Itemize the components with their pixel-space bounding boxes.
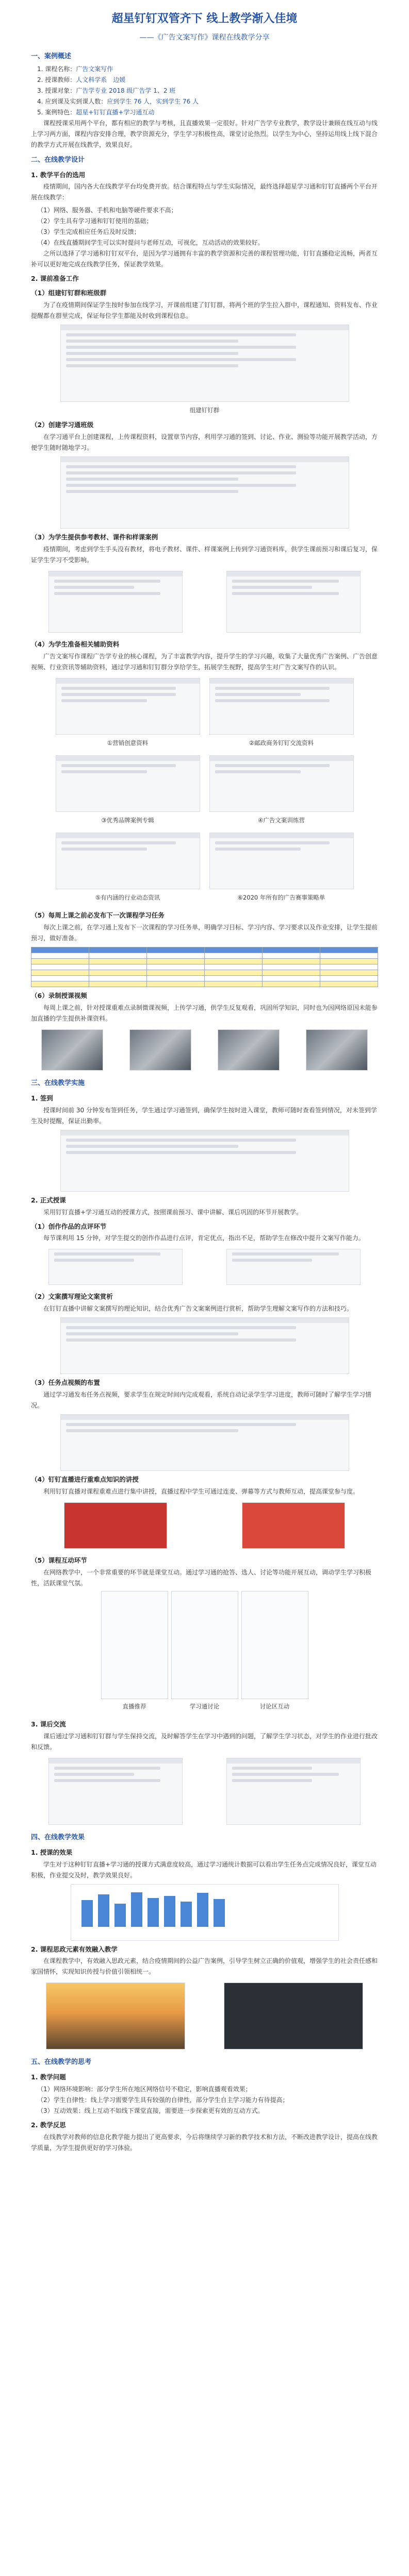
paragraph: 课后通过学习通和钉钉群与学生保持交流，及时解答学生在学习中遇到的问题，了解学生学习状态，对学生的作业进行批改和反馈。: [31, 1732, 378, 1751]
video-thumbnail: [41, 1029, 103, 1071]
overview-item: 3. 授课对象：广告学专业 2018 级广告学 1、2 班: [37, 87, 176, 94]
paragraph: 为了在疫情期间保证学生按时参加在线学习，开课前组建了钉钉群，将两个班的学生拉入群中，课程通知、资料发布、作业提醒都在群里完成，保证每位学生都能及时收到课程信息。: [31, 301, 378, 320]
video-thumbnail: [129, 1029, 191, 1071]
paragraph: 疫情期间，国内各大在线教学平台均免费开放。结合课程特点与学生实际情况，最终选择超星学习通和钉钉直播两个平台开展在线教学：: [31, 183, 378, 201]
lecture-screenshot: [60, 1317, 349, 1374]
overview-item: 4. 应到课及实到课人数：应到学生 76 人，实到学生 76 人: [37, 97, 199, 105]
review-screenshot: [48, 1249, 183, 1285]
materials-screenshot: [48, 571, 183, 633]
subheading: 2. 教学反思: [31, 2121, 66, 2129]
list-item: （3）学生完成相应任务后及时反馈；: [37, 228, 140, 236]
chat-screenshot: [48, 1758, 183, 1825]
list-item: （2）学生自律性：线上学习需要学生具有较强的自律性，部分学生自主学习能力有待提高；: [37, 2096, 289, 2104]
resource-screenshot: [56, 678, 200, 735]
subheading: （3）为学生提供参考教材、课件和样课案例: [31, 533, 158, 541]
list-item: （1）网络环境影响：部分学生所在地区网络信号不稳定，影响直播观看效果；: [37, 2086, 252, 2093]
image-caption: 组建钉钉群: [189, 406, 220, 414]
paragraph: 之所以选择了学习通和钉钉双平台，是因为学习通拥有丰富的教学资源和完善的课程管理功能，钉钉直播稳定流畅，两者互补可以更好地完成在线教学任务，保证教学效果。: [31, 250, 378, 268]
section-heading-1: 一、案例概述: [31, 53, 72, 60]
list-item: （4）在线直播期间学生可以实时提问与老师互动，可视化，互动活动的效果较好。: [37, 239, 264, 247]
subheading: （1）组建钉钉群和班级群: [31, 289, 107, 297]
subheading: 2. 正式授课: [31, 1196, 66, 1204]
image-caption: 学习通讨论: [189, 1702, 220, 1710]
paragraph: 疫情期间，考虑到学生手头没有教材，将电子教材、课件、样课案例上传到学习通资料库，供学生课前预习和课后复习，保证学生学习不受影响。: [31, 546, 378, 564]
paragraph: 在课程教学中，有效融入思政元素，结合疫情期间的公益广告案例，引导学生树立正确的价值观，增强学生的社会责任感和家国情怀，实现知识传授与价值引领相统一。: [31, 1957, 378, 1976]
subheading: 3. 课后交流: [31, 1720, 66, 1728]
overview-paragraph: 课程授课采用两个平台，都有相应的教学与考核，且直播效果一定很好。针对广告学专业教学，教学设计兼顾在线互动与线上学习两方面，课程内容安排合理，教学资源充分，学生学习积极性高，课堂讨论热烈。以学生为中心，坚持运用线上线下混合的教学方式开展在线教学，效果良好。: [31, 119, 378, 148]
review-screenshot: [226, 1249, 361, 1285]
list-item: （1）网络、服务器、手机和电脑等硬件要求不高；: [37, 207, 177, 214]
interaction-screenshot: [101, 1591, 168, 1699]
page-title: 超星钉钉双管齐下 线上教学渐入佳境: [111, 12, 298, 25]
subheading: 2. 课程思政元素有效融入教学: [31, 1945, 118, 1953]
paragraph: 广告文案写作课程广告学专业的核心课程，为了丰富教学内容，提升学生的学习兴趣，收集了大量优秀广告案例、广告创意视频、行业资讯等辅助资料，通过学习通和钉钉群分享给学生，拓展学生视野，提高学生对广告文案写作的认识。: [31, 652, 378, 671]
image-caption: ⑥2020 年所有的广告赛事策略单: [237, 894, 325, 902]
subheading: 2. 课前准备工作: [31, 275, 79, 283]
paragraph: 采用钉钉直播+学习通互动的授课方式，按照课前预习、课中讲解、课后巩固的环节开展教学。: [43, 1208, 303, 1216]
paragraph: 利用钉钉直播对课程重难点进行集中讲授，直播过程中学生可通过连麦、弹幕等方式与教师互动，提高课堂参与度。: [43, 1488, 359, 1495]
ideological-image: [224, 1982, 363, 2049]
paragraph: 在线教学对教师的信息化教学能力提出了更高要求，今后将继续学习新的教学技术和方法，不断改进教学设计，提高在线教学质量，为学生提供更好的学习体验。: [31, 2133, 378, 2151]
image-caption: ⑤有内涵的行业动态资讯: [95, 894, 160, 902]
subheading: 1. 教学问题: [31, 2073, 66, 2081]
subheading: （6）录制授课视频: [31, 992, 87, 1000]
section-heading-5: 五、在线教学的思考: [31, 2058, 92, 2066]
interaction-screenshot: [171, 1591, 238, 1699]
image-caption: ①营销创意资料: [107, 739, 149, 747]
section-heading-4: 四、在线教学效果: [31, 1833, 85, 1841]
interaction-screenshot: [241, 1591, 308, 1699]
resource-screenshot: [209, 755, 354, 812]
video-thumbnail: [218, 1029, 280, 1071]
paragraph: 在学习通平台上创建课程，上传课程资料，设置章节内容，利用学习通的签到、讨论、作业、测验等功能开展教学活动，方便学生随时随地学习。: [31, 433, 378, 452]
live-lecture-image: [64, 1502, 167, 1549]
materials-screenshot: [226, 571, 361, 633]
subheading: 1. 签到: [31, 1094, 53, 1102]
subheading: （5）每周上课之前必发布下一次课程学习任务: [31, 911, 165, 920]
subheading: （1）创作作品的点评环节: [31, 1222, 107, 1230]
subheading: （4）为学生准备相关辅助资料: [31, 640, 120, 648]
subheading: （2）创建学习通班级: [31, 421, 94, 429]
resource-screenshot: [209, 678, 354, 735]
subheading: （3）任务点视频的布置: [31, 1379, 100, 1387]
subheading: （4）钉钉直播进行重难点知识的讲授: [31, 1476, 139, 1484]
section-heading-2: 二、在线教学设计: [31, 156, 85, 164]
paragraph: 通过学习通发布任务点视频，要求学生在规定时间内完成观看，系统自动记录学生学习进度，教师可随时了解学生学习情况。: [31, 1391, 372, 1410]
task-video-screenshot: [60, 1414, 349, 1471]
list-item: （2）学生具有学习通和钉钉使用的基础；: [37, 217, 153, 225]
video-thumbnail: [306, 1029, 368, 1071]
subheading: 1. 教学平台的选用: [31, 171, 86, 179]
paragraph: 授课时间前 30 分钟发布签到任务，学生通过学习通签到，确保学生按时进入课堂，教师可随时查看签到情况，对未签到学生及时提醒，保证出勤率。: [31, 1106, 377, 1125]
paragraph: 在钉钉直播中讲解文案撰写的理论知识，结合优秀广告文案案例进行赏析，帮助学生理解文案写作的方法和技巧。: [43, 1305, 353, 1313]
ideological-image: [46, 1982, 185, 2049]
section-heading-3: 三、在线教学实施: [31, 1079, 85, 1087]
image-caption: ②邮政商务钉钉交流资料: [249, 739, 314, 747]
subheading: （2）文案撰写理论文案赏析: [31, 1293, 113, 1301]
signin-screenshot: [60, 1130, 349, 1192]
resource-screenshot: [56, 833, 200, 889]
resource-screenshot: [56, 755, 200, 812]
page-subtitle: ——《广告文案写作》课程在线教学分享: [139, 33, 270, 42]
image-caption: ④广告文案训练营: [258, 817, 305, 824]
overview-item: 2. 授课教师：人文科学系 边媛: [37, 76, 126, 83]
paragraph: 在网络教学中，一个非常重要的环节就是课堂互动。通过学习通的抢答、选人、讨论等功能开展互动，调动学生学习积极性，活跃课堂气氛。: [31, 1568, 372, 1587]
subheading: 1. 授课的效果: [31, 1848, 73, 1856]
dingtalk-group-screenshot: [60, 325, 349, 402]
xuexitong-class-screenshot: [60, 456, 349, 529]
resource-screenshot: [209, 833, 354, 889]
image-caption: 讨论区互动: [259, 1702, 290, 1710]
live-lecture-image: [242, 1502, 345, 1549]
subheading: （5）课程互动环节: [31, 1556, 87, 1564]
image-caption: 直播推荐: [122, 1702, 146, 1710]
paragraph: 每次上课之前，在学习通上发布下一次课程的学习任务单，明确学习目标、学习内容、学习要求以及作业安排，让学生提前预习，做好准备。: [31, 924, 378, 942]
task-list-table: [31, 947, 378, 987]
overview-item: 1. 课程名称：广告文案写作: [37, 65, 113, 73]
paragraph: 学生对于这种钉钉直播+学习通的授课方式满意度较高，通过学习通统计数据可以看出学生任务点完成情况良好，课堂互动积极，作业提交及时，教学效果良好。: [31, 1860, 377, 1879]
chat-screenshot: [226, 1758, 361, 1825]
overview-item: 5. 案例特色：超星+钉钉直播+学习通互动: [37, 108, 155, 116]
image-caption: ③优秀品牌案例专辑: [101, 817, 154, 824]
list-item: （3）互动效果：线上互动不如线下课堂直接，需要进一步探索更有效的互动方式。: [37, 2107, 264, 2114]
statistics-chart-image: [71, 1884, 339, 1941]
paragraph: 每节课利用 15 分钟，对学生提交的创作作品进行点评，肯定优点，指出不足，帮助学生在修改中提升文案写作能力。: [43, 1234, 365, 1242]
paragraph: 每周上课之前，针对授课重难点录制微课视频，上传学习通，供学生反复观看，巩固所学知识，同时也为因网络原因未能参加直播的学生提供补课资料。: [31, 1004, 378, 1022]
